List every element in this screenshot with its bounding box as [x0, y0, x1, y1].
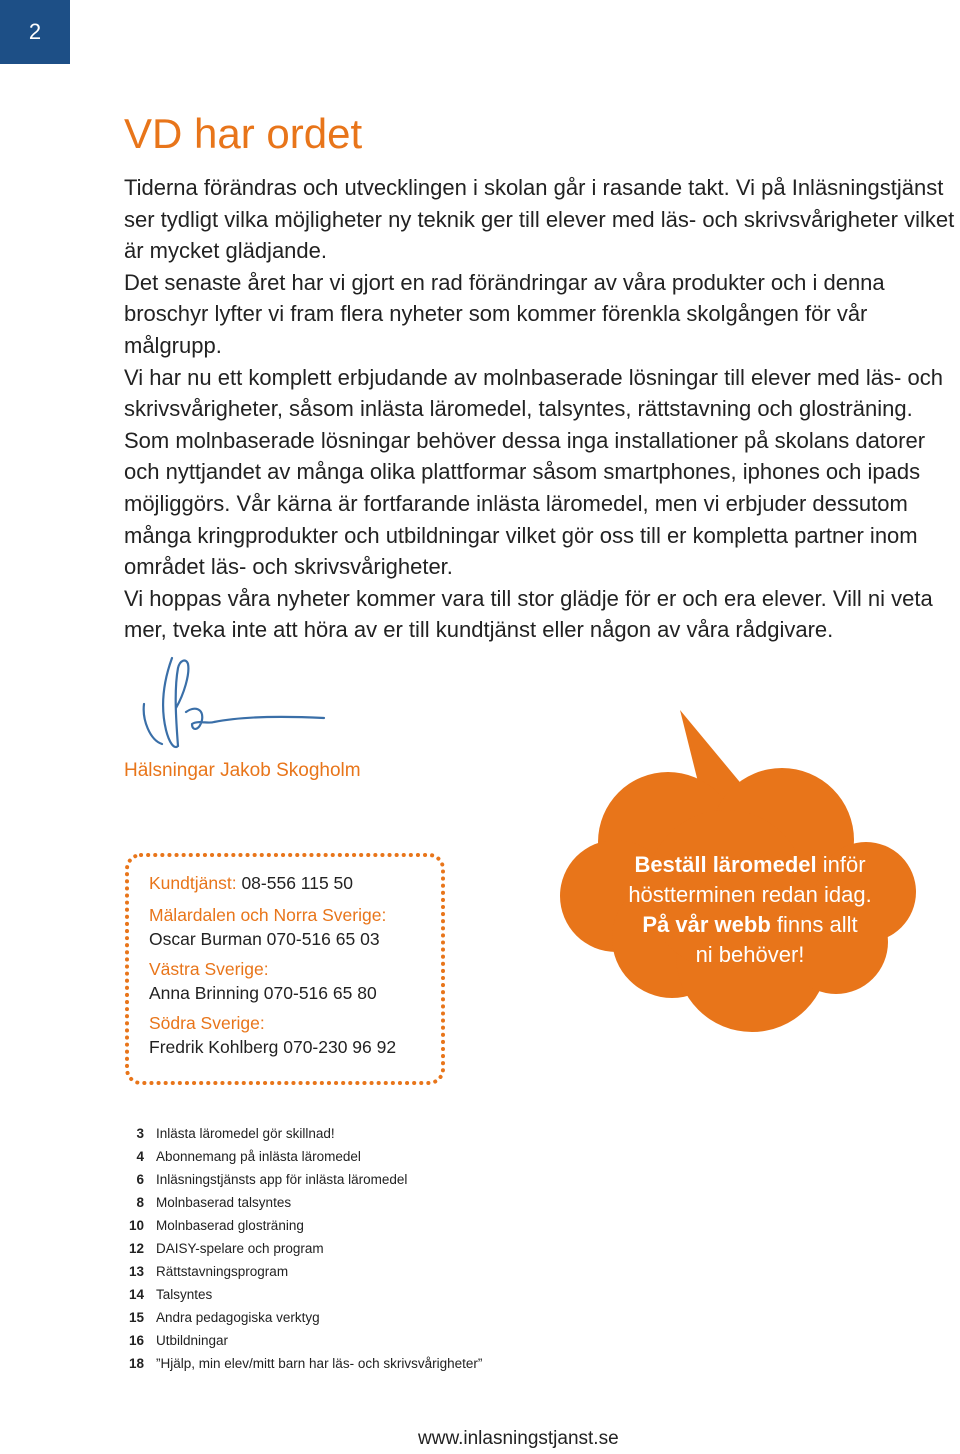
contact-value: Oscar Burman 070-516 65 03 [149, 929, 380, 949]
contact-label: Kundtjänst: [149, 873, 237, 893]
toc-title: Abonnemang på inlästa läromedel [156, 1149, 361, 1164]
toc-title: Utbildningar [156, 1333, 229, 1348]
toc-page-number: 4 [136, 1149, 144, 1164]
toc-page-number: 8 [136, 1195, 144, 1210]
contact-value: Fredrik Kohlberg 070-230 96 92 [149, 1037, 397, 1057]
toc-page-number: 16 [128, 1333, 144, 1348]
toc-title: Andra pedagogiska verktyg [156, 1310, 320, 1325]
toc-title: Molnbaserad glosträning [156, 1218, 304, 1233]
callout-bold: På vår webb [642, 912, 771, 937]
toc-page-number: 3 [136, 1126, 144, 1141]
toc-page-number: 10 [128, 1218, 144, 1233]
contact-label: Mälardalen och Norra Sverige: [149, 905, 387, 925]
signature-image [134, 650, 334, 760]
contact-value: 08-556 115 50 [241, 873, 354, 893]
contact-label: Västra Sverige: [149, 959, 269, 979]
intro-paragraph: Det senaste året har vi gjort en rad förändringar av våra produkter och i denna broschyr lyfter vi fram flera nyheter som kommer förenkla skolgången för vår målgrupp. [124, 269, 885, 358]
callout-line-text: inför [816, 852, 866, 877]
page-title: VD har ordet [124, 110, 363, 157]
intro-text [124, 172, 960, 646]
website-link[interactable]: www.inlasningstjanst.se [418, 1428, 619, 1449]
intro-paragraph: Tiderna förändras och utvecklingen i skolan går i rasande takt. Vi på Inläsningstjänst ser tydligt vilka möjligheter ny teknik ger till elever med läs- och skrivsvårigheter vilket är mycket glädjande. [124, 175, 955, 264]
toc-title: ”Hjälp, min elev/mitt barn har läs- och skrivsvårigheter” [156, 1356, 483, 1371]
callout-bold: Beställ läromedel [634, 852, 817, 877]
toc-title: Molnbaserad talsyntes [156, 1195, 292, 1210]
greeting: Hälsningar Jakob Skogholm [124, 760, 361, 781]
contact-kundtjanst [149, 872, 353, 894]
contact-label: Södra Sverige: [149, 1013, 265, 1033]
contact-value: Anna Brinning 070-516 65 80 [149, 983, 377, 1003]
callout-text [600, 850, 900, 970]
toc-title: Inläsningstjänsts app för inlästa läromedel [156, 1172, 408, 1187]
toc-page-number: 18 [128, 1356, 144, 1371]
intro-paragraph: Vi hoppas våra nyheter kommer vara till stor glädje för er och era elever. Vill ni veta mer, tveka inte att höra av er till kundtjänst eller någon av våra rådgivare. [124, 585, 933, 643]
toc-page-number: 13 [128, 1264, 144, 1279]
toc-title: DAISY-spelare och program [156, 1241, 324, 1256]
toc-page-number: 15 [128, 1310, 144, 1325]
toc-page-number: 14 [128, 1287, 144, 1302]
intro-paragraph: Vi har nu ett komplett erbjudande av molnbaserade lösningar till elever med läs- och skrivsvårigheter, såsom inlästa läromedel, talsyntes, rättstavning och glosträning. Som molnbaserade lösningar behöver dessa inga installationer på skolans datorer och nyttjandet av många olika plattformar såsom smartphones, iphones och ipads möjliggörs. Vår kärna är fortfarande inlästa läromedel, men vi erbjuder dessutom många kringprodukter och utbildningar vilket gör oss till er kompletta partner inom området läs- och skrivsvårigheter. [124, 364, 943, 580]
callout-line: ni behöver! [695, 942, 805, 967]
toc-page-number: 12 [128, 1241, 144, 1256]
callout-line-text: finns allt [770, 912, 858, 937]
toc-title: Inlästa läromedel gör skillnad! [156, 1126, 335, 1141]
page-number: 2 [0, 0, 70, 64]
toc-title: Rättstavningsprogram [156, 1264, 289, 1279]
toc-title: Talsyntes [156, 1287, 213, 1302]
toc-page-number: 6 [136, 1172, 144, 1187]
callout-line [600, 850, 900, 880]
callout-line: höstterminen redan idag. [628, 882, 872, 907]
callout-line [600, 910, 900, 940]
